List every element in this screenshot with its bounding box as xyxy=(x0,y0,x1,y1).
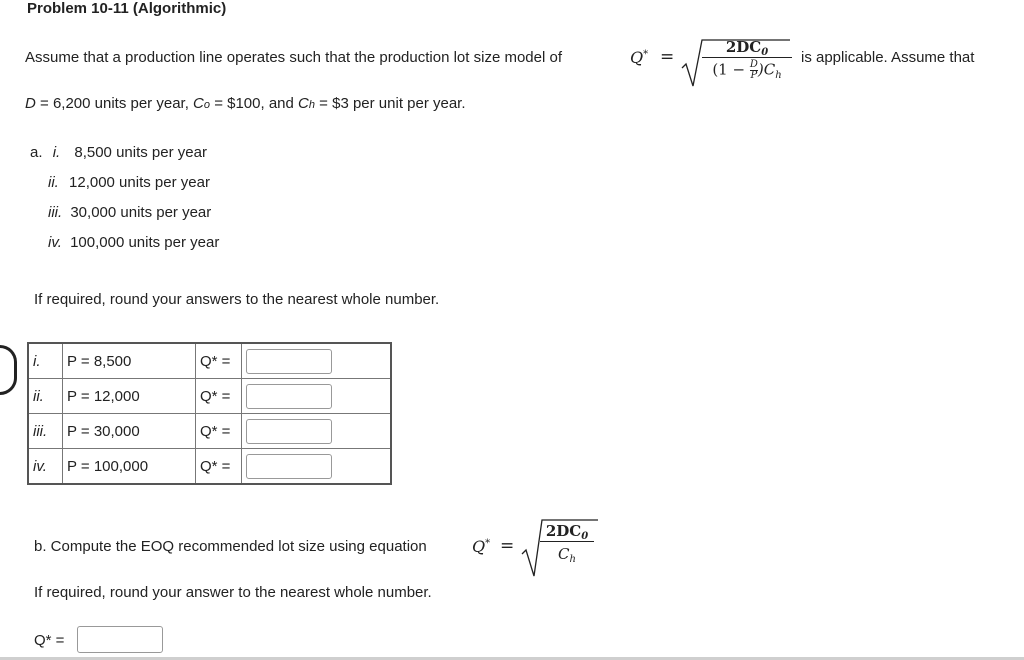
part-a-item-2 xyxy=(48,174,210,191)
part-a-text-4: 100,000 units per year xyxy=(70,234,220,251)
intro-ch-part: = $3 per unit per year. xyxy=(319,95,466,112)
table-row xyxy=(28,449,391,485)
row-p-value: P = 8,500 xyxy=(63,343,196,379)
formula-b-numerator: 2DC xyxy=(545,522,582,540)
part-a-text-2: 12,000 units per year xyxy=(69,174,210,191)
intro-line-1 xyxy=(25,49,562,66)
row-q-label: Q* = xyxy=(196,449,242,485)
part-a-roman-1: i. xyxy=(52,144,61,161)
part-a-item-3 xyxy=(48,204,211,221)
formula-a-fraction xyxy=(702,38,792,81)
part-a-label: a. xyxy=(30,144,43,161)
part-a-roman-3: iii. xyxy=(48,204,63,221)
table-row xyxy=(28,343,391,379)
formula-a-star: * xyxy=(643,49,649,60)
q-input-iv[interactable] xyxy=(246,454,332,479)
table-row xyxy=(28,379,391,414)
row-label: iv. xyxy=(28,449,63,485)
problem-title: Problem 10-11 (Algorithmic) xyxy=(27,0,227,17)
eoq-answer-input[interactable] xyxy=(77,626,163,653)
formula-b-star: * xyxy=(485,538,491,549)
intro-d-part: = 6,200 units per year, xyxy=(40,95,189,112)
formula-a-den-open: (1 − xyxy=(712,60,746,79)
part-a-roman-2: ii. xyxy=(48,174,59,191)
q-input-iii[interactable] xyxy=(246,419,332,444)
formula-a-numerator-sub: 0 xyxy=(761,47,769,58)
row-p-value: P = 12,000 xyxy=(63,379,196,414)
formula-a-equals: = xyxy=(660,47,675,67)
row-label: iii. xyxy=(28,414,63,449)
intro-co-part: = $100, and xyxy=(214,95,294,112)
row-input-cell xyxy=(242,379,392,414)
part-b-text: b. Compute the EOQ recommended lot size using equation xyxy=(34,538,427,555)
formula-b-lhs: Q xyxy=(472,537,486,556)
table-row xyxy=(28,414,391,449)
part-a-text-3: 30,000 units per year xyxy=(70,204,212,221)
part-b-round-note: If required, round your answer to the nearest whole number. xyxy=(34,584,432,601)
formula-b-fraction xyxy=(540,522,594,563)
formula-a-den-sub: h xyxy=(775,69,782,81)
formula-a-inner-den: P xyxy=(750,70,758,81)
part-b-q-label: Q* = xyxy=(34,632,65,649)
formula-b-denominator-sub: h xyxy=(569,554,576,565)
formula-b-numerator-sub: 0 xyxy=(581,531,589,542)
formula-a-inner-num: D xyxy=(749,59,758,70)
row-p-value: P = 100,000 xyxy=(63,449,196,485)
row-input-cell xyxy=(242,343,392,379)
row-q-label: Q* = xyxy=(196,379,242,414)
intro-text-after: is applicable. Assume that xyxy=(801,49,975,66)
formula-a-lhs: Q xyxy=(630,48,644,67)
row-input-cell xyxy=(242,414,392,449)
row-p-value: P = 30,000 xyxy=(63,414,196,449)
answer-table xyxy=(27,342,392,485)
q-input-ii[interactable] xyxy=(246,384,332,409)
part-a-round-note: If required, round your answers to the nearest whole number. xyxy=(34,291,440,308)
formula-a-numerator: 2DC xyxy=(725,38,762,56)
row-label: ii. xyxy=(28,379,63,414)
formula-a-den-close: )C xyxy=(757,60,776,79)
part-a-text-1: 8,500 units per year xyxy=(74,144,207,161)
formula-b-equals: = xyxy=(500,536,515,556)
q-input-i[interactable] xyxy=(246,349,332,374)
intro-text-before: Assume that a production line operates such that the production lot size model of xyxy=(25,49,562,66)
row-q-label: Q* = xyxy=(196,414,242,449)
intro-line-2: D = 6,200 units per year, Co = $100, and Ch = $3 per unit per year. xyxy=(25,95,466,112)
part-a-item-4 xyxy=(48,234,219,251)
formula-b-denominator: C xyxy=(558,545,570,563)
part-a-roman-4: iv. xyxy=(48,234,62,251)
row-q-label: Q* = xyxy=(196,343,242,379)
part-a-item-1 xyxy=(30,144,207,161)
left-edge-bracket xyxy=(0,345,17,395)
row-input-cell xyxy=(242,449,392,485)
row-label: i. xyxy=(28,343,63,379)
